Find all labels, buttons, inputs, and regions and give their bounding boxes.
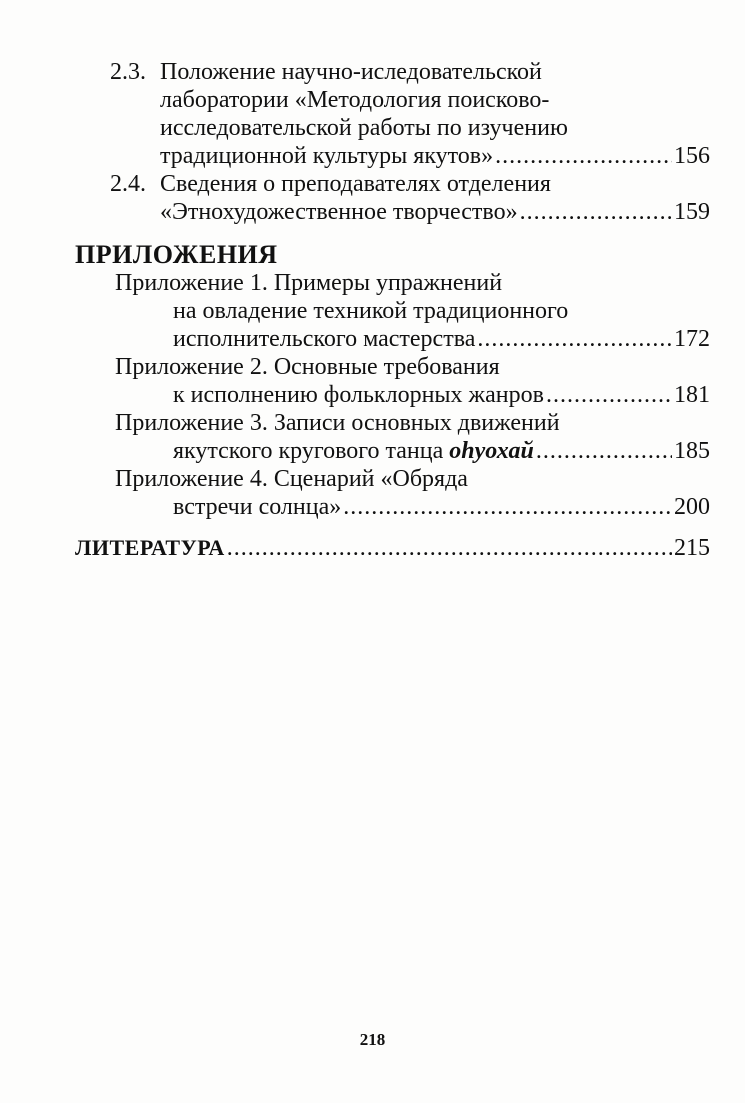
appendix-1-last-line xyxy=(173,325,710,353)
appendix-3-last-line xyxy=(173,437,710,465)
appendix-1-line-1: Приложение 1. Примеры упражнений xyxy=(115,270,503,296)
appendix-2-line-2: к исполнению фольклорных жанров xyxy=(173,382,544,408)
toc-entry-2-4-line-2: «Этнохудожественное творчество» xyxy=(160,199,518,225)
dot-leader xyxy=(546,381,672,409)
appendix-1-line-3: исполнительского мастерства xyxy=(173,326,476,352)
appendix-3-line-2-text: якутского кругового танца xyxy=(173,438,450,464)
appendix-1-page: 172 xyxy=(674,326,710,352)
toc-entry-2-4-number: 2.4. xyxy=(110,171,146,197)
dot-leader xyxy=(495,142,672,170)
appendix-2-last-line xyxy=(173,381,710,409)
appendix-3-line-2 xyxy=(173,437,534,465)
toc-entry-2-3-line-3: исследовательской работы по изучению xyxy=(160,115,568,141)
toc-entry-2-3-line-1: Положение научно-иследовательской xyxy=(160,59,542,85)
dot-leader xyxy=(343,493,672,521)
dot-leader xyxy=(477,325,672,353)
toc-entry-2-4-last-line xyxy=(160,198,710,226)
appendix-2-page: 181 xyxy=(674,382,710,408)
toc-entry-2-4-page: 159 xyxy=(674,199,710,225)
toc-entry-2-3-line-2: лаборатории «Методология поисково- xyxy=(160,87,550,113)
toc-entry-2-3-line-4: традиционной культуры якутов» xyxy=(160,143,494,169)
appendix-4-line-2: встречи солнца» xyxy=(173,494,342,520)
appendix-2-line-1: Приложение 2. Основные требования xyxy=(115,354,500,380)
page-number: 218 xyxy=(359,1030,386,1049)
appendix-3-page: 185 xyxy=(674,438,710,464)
literature-entry xyxy=(75,534,710,562)
toc-entry-2-4-line-1: Сведения о преподавателях отделения xyxy=(160,171,551,197)
toc-entry-2-3-last-line xyxy=(160,142,710,170)
literature-page: 215 xyxy=(674,535,710,561)
literature-label: ЛИТЕРАТУРА xyxy=(75,535,225,560)
appendix-4-line-1: Приложение 4. Сценарий «Обряда xyxy=(115,466,468,492)
dot-leader xyxy=(520,198,672,226)
dot-leader xyxy=(536,437,672,465)
appendices-heading: ПРИЛОЖЕНИЯ xyxy=(75,240,278,269)
appendix-4-page: 200 xyxy=(674,494,710,520)
appendix-4-last-line xyxy=(173,493,710,521)
toc-entry-2-3-page: 156 xyxy=(674,143,710,169)
appendix-3-dance-name: оhуохай xyxy=(449,438,534,464)
appendix-3-line-1: Приложение 3. Записи основных движений xyxy=(115,410,560,436)
appendix-1-line-2: на овладение техникой традиционного xyxy=(173,298,569,324)
toc-entry-2-3-number: 2.3. xyxy=(110,59,146,85)
dot-leader xyxy=(227,534,672,562)
